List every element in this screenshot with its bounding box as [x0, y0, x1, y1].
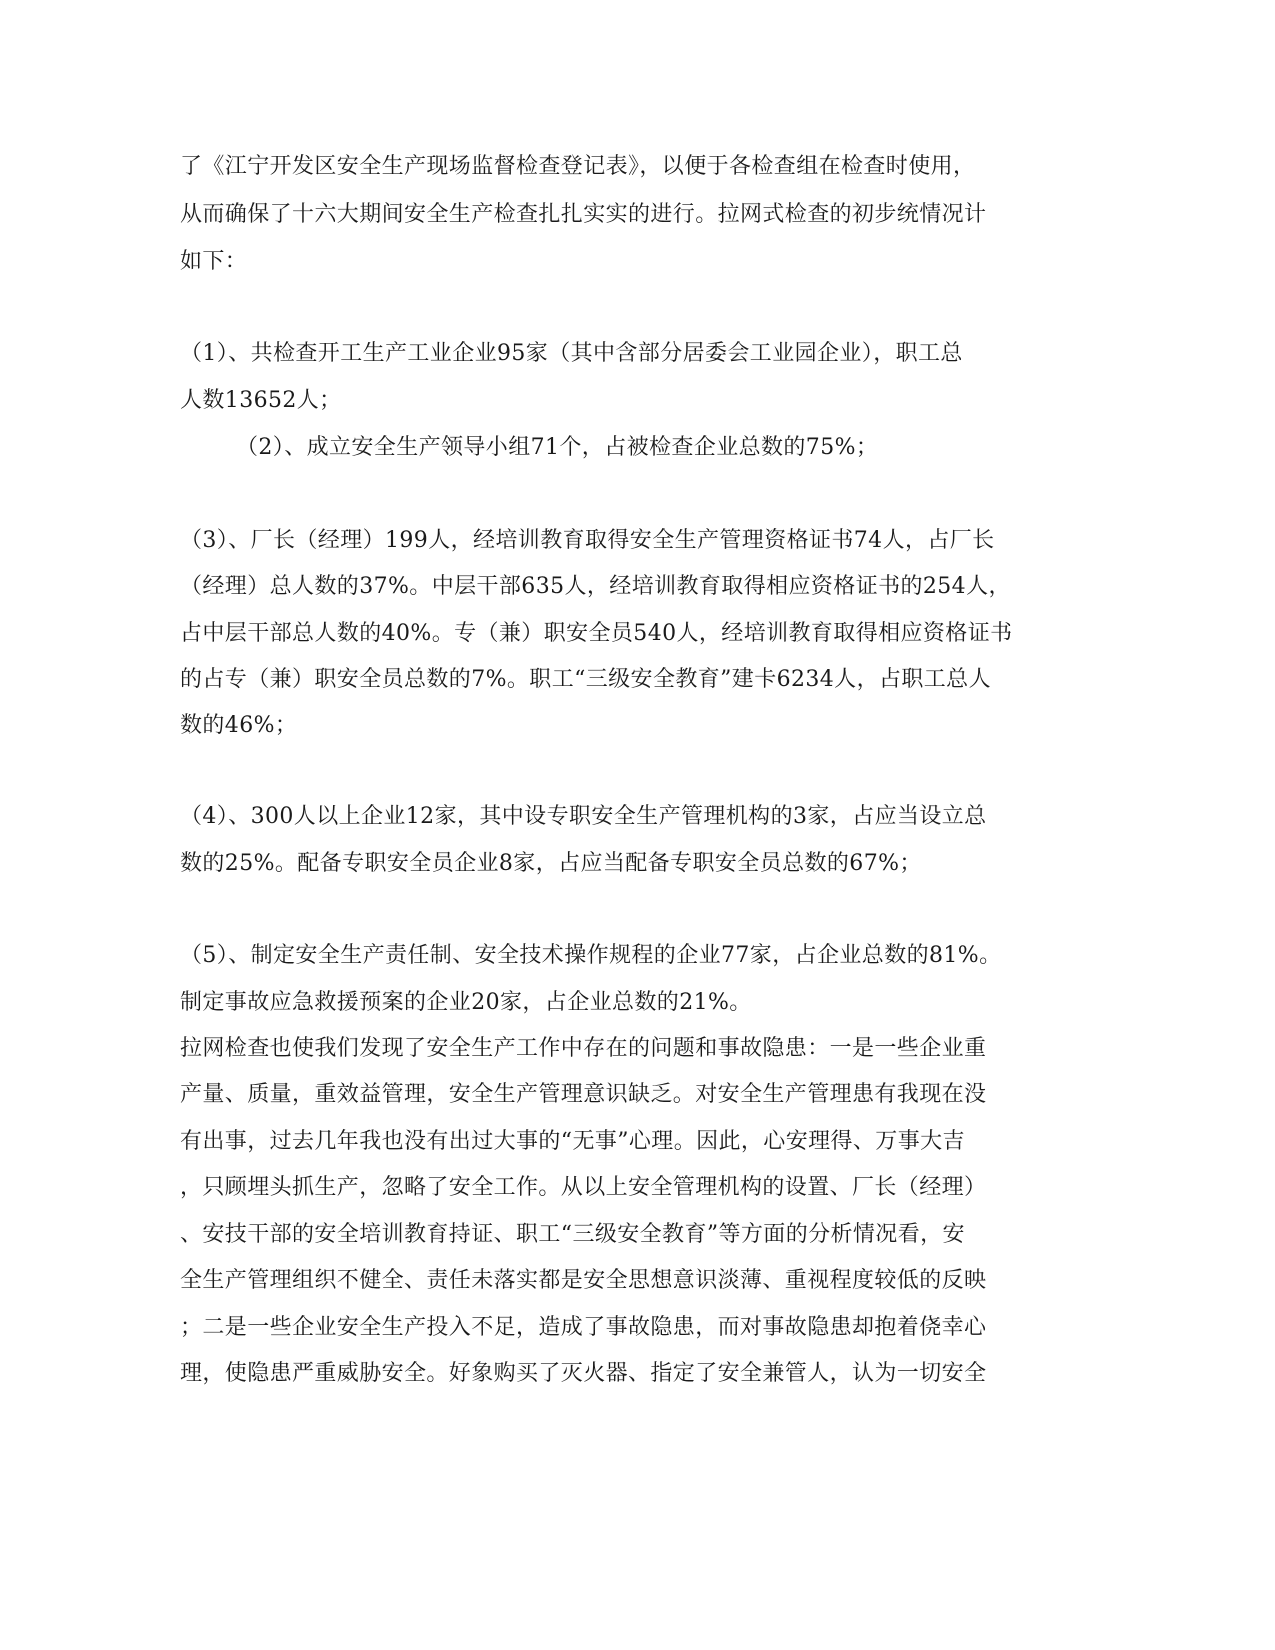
text-line: 数的46%； — [180, 713, 298, 738]
text-line: 制定事故应急救援预案的企业20家，占企业总数的21%。 — [180, 990, 752, 1015]
text-line: 如下： — [180, 249, 248, 274]
text-line: 的占专（兼）职安全员总数的7%。职工“三级安全教育”建卡6234人，占职工总人 — [180, 667, 991, 692]
list-item-3: （3）、厂长（经理）199人，经培训教育取得安全生产管理资格证书74人，占厂长 — [180, 528, 995, 553]
list-item-1: （1）、共检查开工生产工业企业95家（其中含部分居委会工业园企业），职工总 — [180, 341, 963, 366]
paragraph-line: 产量、质量，重效益管理，安全生产管理意识缺乏。对安全生产管理患有我现在没 — [180, 1082, 987, 1107]
paragraph-line: 拉网检查也使我们发现了安全生产工作中存在的问题和事故隐患：一是一些企业重 — [180, 1036, 987, 1061]
list-item-2: （2）、成立安全生产领导小组71个，占被检查企业总数的75%； — [236, 435, 879, 460]
text-line: 占中层干部总人数的40%。专（兼）职安全员540人，经培训教育取得相应资格证书 — [180, 621, 1013, 646]
paragraph-line: ；二是一些企业安全生产投入不足，造成了事故隐患，而对事故隐患却抱着侥幸心 — [180, 1315, 987, 1340]
list-item-4: （4）、300人以上企业12家，其中设专职安全生产管理机构的3家，占应当设立总 — [180, 804, 987, 829]
paragraph-line: 全生产管理组织不健全、责任未落实都是安全思想意识淡薄、重视程度较低的反映 — [180, 1268, 987, 1293]
list-item-5: （5）、制定安全生产责任制、安全技术操作规程的企业77家，占企业总数的81%。 — [180, 943, 1002, 968]
text-line: 数的25%。配备专职安全员企业8家，占应当配备专职安全员总数的67%； — [180, 851, 922, 876]
paragraph-line: 有出事，过去几年我也没有出过大事的“无事”心理。因此，心安理得、万事大吉 — [180, 1129, 965, 1154]
text-line: 了《江宁开发区安全生产现场监督检查登记表》，以便于各检查组在检查时使用， — [180, 154, 976, 179]
paragraph-line: 、安技干部的安全培训教育持证、职工“三级安全教育”等方面的分析情况看，安 — [180, 1222, 965, 1247]
text-line: 从而确保了十六大期间安全生产检查扎扎实实的进行。拉网式检查的初步统情况计 — [180, 202, 987, 227]
paragraph-line: 理，使隐患严重威胁安全。好象购买了灭火器、指定了安全兼管人，认为一切安全 — [180, 1361, 987, 1386]
text-line: 人数13652人； — [180, 388, 342, 413]
paragraph-line: ，只顾埋头抓生产，忽略了安全工作。从以上安全管理机构的设置、厂长（经理） — [180, 1175, 987, 1200]
text-line: （经理）总人数的37%。中层干部635人，经培训教育取得相应资格证书的254人， — [180, 574, 1011, 599]
